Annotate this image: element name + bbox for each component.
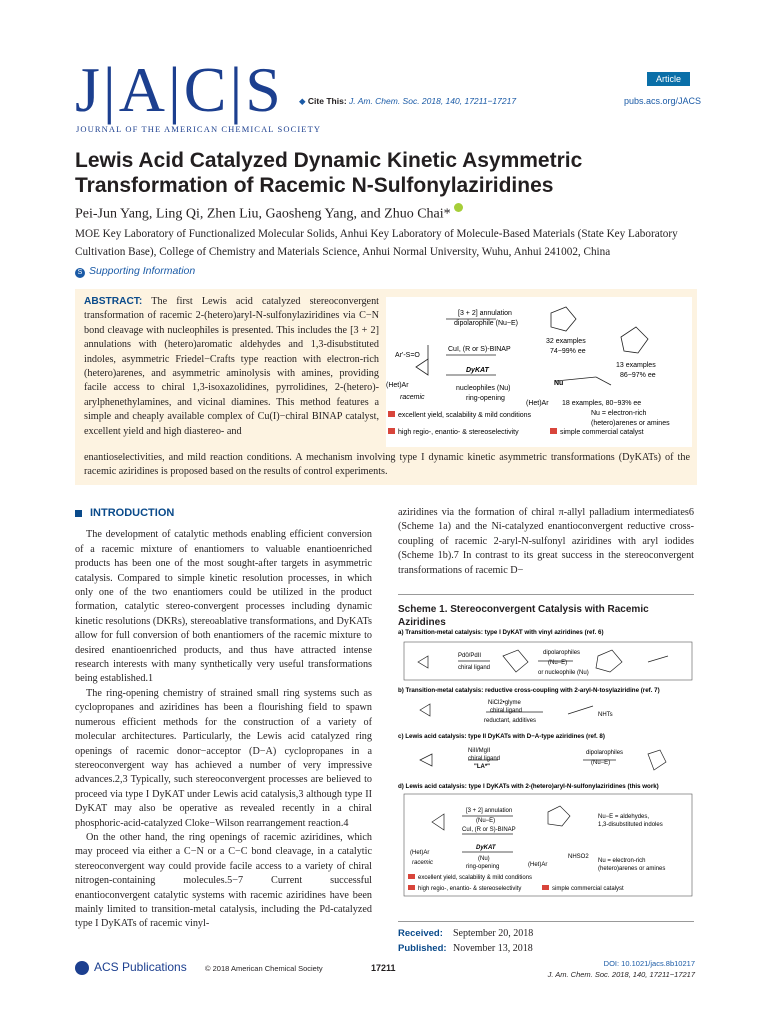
publisher-name: ACS Publications: [94, 960, 187, 974]
scheme-d-bullet-3: simple commercial catalyst: [552, 886, 624, 892]
authors-text: Pei-Jun Yang, Ling Qi, Zhen Liu, Gaosheng Yang, and Zhuo Chai*: [75, 206, 451, 222]
abstract-text: [84, 295, 379, 439]
intro-heading-label: INTRODUCTION: [90, 507, 175, 519]
toc-dipolarophile: dipolarophile (Nu−E): [454, 320, 519, 327]
intro-paragraph-continued: aziridines via the formation of chiral π-allyl palladium intermediates6 (Scheme 1a) and the Ni-catalyzed enantioconvergent reductive cross-coupling of racemic 2-aryl-N-sulfonyl aziridines with aryl iodides (Scheme 1b).7 In contrast to its great success in the stereoconvergent transformations of racemic D−: [398, 507, 694, 576]
copyright: © 2018 American Chemical Society: [205, 964, 323, 973]
page-footer: [75, 958, 695, 982]
supporting-information-link[interactable]: [75, 265, 195, 278]
toc-examples-3: 18 examples, 80−93% ee: [562, 400, 642, 407]
published-line: [398, 941, 694, 956]
scheme-d-nue: (Nu−E): [476, 818, 496, 824]
scheme-d-cat: CuI, (R or S)-BINAP: [462, 827, 516, 833]
supporting-info-label[interactable]: Supporting Information: [89, 265, 196, 277]
scheme-c-cat: NiII/MgII: [468, 748, 491, 754]
toc-nu: Nu: [554, 380, 564, 387]
scheme-a-cat: Pd0/PdII: [458, 653, 482, 659]
article-type-badge: Article: [647, 72, 690, 86]
abstract-body-a: The first Lewis acid catalyzed stereoconvergent transformation of racemic 2-(hetero)aryl-N-sulfonylaziridines via C−N bond cleavage with nucleophiles is presented. This includes the [3 + 2] annulations with (hetero)aromatic aldehydes and 1,3-disubstituted indoles, asymmetric Friedel−Crafts type reaction with electron-rich (hetero)arenes, and asymmetric aminolysis with amines, providing facile access to chiral 1,3-isoxazolidines, pyrrolidines, 2-(hetero)-arylphenethylamines, and vicinal diamines. This method features a simple and cheaply available complex of Cu(I)−chiral BINAP catalyst, excellent yield and high diastereo- and: [84, 296, 379, 437]
article-dates: [398, 921, 694, 956]
cite-icon: ◆: [299, 96, 306, 106]
received-line: [398, 926, 694, 941]
scheme-part-a: a) Transition-metal catalysis: type I DyKAT with vinyl aziridines (ref. 6): [398, 629, 604, 636]
toc-ring-opening: ring-opening: [466, 395, 505, 402]
scheme-d-nu: (Nu): [478, 856, 490, 862]
scheme-part-c: c) Lewis acid catalysis: type II DyKATs with D−A-type aziridines (ref. 8): [398, 733, 605, 740]
received-label: Received:: [398, 928, 443, 939]
scheme-d-nu-def-2: (hetero)arenes or amines: [598, 866, 666, 872]
journal-subtitle: JOURNAL OF THE AMERICAN CHEMICAL SOCIETY: [76, 124, 322, 134]
intro-paragraph-1: The development of catalytic methods enabling efficient conversion of a racemic mixture of enantiomers to valuable enantioenriched products has been one of the most sought-after targets in asymmetric catalysis. Compared to simple kinetic resolution processes, in which only one of the two enantiomers could be utilized in the product formation, catalytic stereo-convergent processes including dynamic kinetic resolutions (DKRs), stereoablative transformations, and DyKATs allow for full conversion of both enantiomers of the racemic mixture to desired enantioenriched products, and thus have attracted intense research interests with many synthetically very useful transformations being established.1: [75, 529, 372, 685]
scheme-d-bullet-1: excellent yield, scalability & mild conditions: [418, 875, 533, 881]
intro-column-1: [75, 506, 372, 932]
scheme-d-nu-def: Nu = electron-rich: [598, 858, 646, 864]
intro-heading: [75, 506, 372, 520]
published-label: Published:: [398, 943, 447, 954]
toc-dykat: DyKAT: [466, 367, 489, 374]
toc-examples-2: 13 examples: [616, 362, 656, 369]
toc-nu-note-2: (hetero)arenes or amines: [591, 420, 670, 427]
toc-racemic: racemic: [400, 394, 425, 401]
toc-hetar-2: (Het)Ar: [526, 400, 549, 407]
pyrrolidine-ring: [621, 327, 648, 353]
cite-reference[interactable]: J. Am. Chem. Soc. 2018, 140, 17211−17217: [349, 96, 517, 106]
footer-journal-ref: J. Am. Chem. Soc. 2018, 140, 17211−17217: [547, 970, 695, 979]
scheme-a-dipol: dipolarophiles: [543, 650, 581, 656]
aziridine-ring: [416, 359, 428, 375]
scheme-c-nue: (Nu−E): [591, 760, 611, 766]
scheme-c-lig: chiral ligand: [468, 756, 501, 762]
scheme-d-nue-def: Nu−E = aldehydes,: [598, 814, 650, 820]
toc-catalyst: CuI, (R or S)-BINAP: [448, 346, 511, 353]
scheme-a-or: or nucleophile (Nu): [538, 670, 589, 676]
scheme-d-hetar: (Het)Ar: [410, 850, 430, 856]
journal-logo: J|A|C|S: [75, 54, 284, 125]
author-list: [75, 203, 463, 223]
supporting-info-icon: S: [75, 268, 85, 278]
abstract-label: ABSTRACT:: [84, 296, 143, 307]
orcid-icon[interactable]: [454, 203, 463, 212]
page-number: 17211: [371, 963, 396, 973]
scheme-title: Scheme 1. Stereoconvergent Catalysis with Racemic Aziridines: [398, 594, 694, 629]
toc-ee-1: 74−99% ee: [550, 348, 586, 355]
toc-examples-1: 32 examples: [546, 338, 586, 345]
scheme-d-bullet-2: high regio-, enantio- & stereoselectivity: [418, 886, 522, 892]
toc-bullet-2: high regio-, enantio- & stereoselectivity: [398, 429, 519, 436]
toc-bullet-3: simple commercial catalyst: [560, 429, 644, 436]
toc-nu-note-1: Nu = electron-rich: [591, 410, 647, 417]
received-date: September 20, 2018: [453, 928, 534, 939]
toc-ee-2: 86−97% ee: [620, 372, 656, 379]
abstract-text-continued: enantioselectivities, and mild reaction conditions. A mechanism involving type I dynamic kinetic asymmetric transformations (DyKATs) of the racemic aziridines is proposed based on the results of control experiments.: [84, 452, 690, 478]
scheme-c-la: "LA*": [474, 764, 491, 770]
intro-paragraph-2: The ring-opening chemistry of strained small ring systems such as cyclopropanes and aziridines has been a flourishing field to spawn numerous efficient methods for the construction of a variety of molecular architectures. Particularly, the Lewis acid catalyzed ring openings of racemic donor−acceptor (D−A) cyclopropanes in a stereoconvergent way has achieved a number of very impressive advances.2,3 Typically, such stereoconvergent processes are believed to proceed via type I DyKAT under Lewis acid catalysis,3 although type II DyKAT may also be operative as revealed recently in a chiral phosphoric-acid-catalyzed Cloke−Wilson rearrangement reaction.4: [75, 687, 372, 829]
toc-hetar: (Het)Ar: [386, 382, 409, 389]
scheme-a-lig: chiral ligand: [458, 665, 491, 671]
scheme-d-racemic: racemic: [412, 860, 434, 866]
affiliation: MOE Key Laboratory of Functionalized Molecular Solids, Anhui Key Laboratory of Molecule-Based Materials (State Key Laboratory Cultivation Base), College of Chemistry and Materials Science, Anhui Normal University, Wuhu, Anhui 241002, China: [75, 228, 678, 258]
scheme-d-nhso2: NHSO2: [568, 854, 589, 860]
toc-bullet-1: excellent yield, scalability & mild conditions: [398, 412, 532, 419]
doi-link[interactable]: DOI: 10.1021/jacs.8b10217: [603, 959, 695, 968]
publisher-logo[interactable]: [75, 960, 187, 975]
scheme-d-nue-def-2: 1,3-disubstituted indoles: [598, 822, 663, 828]
scheme-a-nue: (Nu−E): [548, 660, 568, 666]
published-date: November 13, 2018: [453, 943, 533, 954]
toc-graphic: [386, 297, 692, 447]
scheme-d-ringopen: ring-opening: [466, 864, 500, 870]
article-title: Lewis Acid Catalyzed Dynamic Kinetic Asymmetric Transformation of Racemic N-Sulfonylaziridines: [75, 149, 583, 198]
intro-paragraph-3: On the other hand, the ring openings of racemic aziridines, which may proceed via either a C−N or a C−C bond cleavage, in a catalytic stereoconvergent way could provide facile access to a variety of chiral nitrogen-containing molecules.5−7 Current successful enantioconvergent catalytic systems with racemic aziridines have been mainly limited to transition-metal catalysis, including the Pd-catalyzed type I DyKATs of racemic vinyl-: [75, 831, 372, 930]
toc-arso2: Ar'-S=O: [395, 352, 420, 359]
cite-line: [299, 96, 516, 107]
scheme-d-dykat: DyKAT: [476, 845, 496, 851]
isoxazolidine-ring: [551, 307, 576, 331]
scheme-c-dipol: dipolarophiles: [586, 750, 624, 756]
scheme-b-product: NHTs: [598, 712, 613, 718]
scheme-graphic: [398, 626, 694, 904]
scheme-d-annulation: [3 + 2] annulation: [466, 808, 513, 814]
section-marker: [75, 510, 82, 517]
scheme-part-b: b) Transition-metal catalysis: reductive cross-coupling with 2-aryl-N-tosylaziridine (ref. 7): [398, 687, 660, 694]
cite-label: Cite This:: [307, 96, 347, 106]
toc-annulation: [3 + 2] annulation: [458, 310, 512, 317]
acs-logo-icon: [75, 961, 89, 975]
journal-url[interactable]: pubs.acs.org/JACS: [624, 96, 702, 106]
scheme-b-red: reductant, additives: [484, 718, 537, 724]
scheme-b-cat: NiCl2•glyme: [488, 700, 521, 706]
scheme-part-d: d) Lewis acid catalysis: type I DyKATs with 2-(hetero)aryl-N-sulfonylaziridines (this work): [398, 783, 659, 790]
scheme-b-lig: chiral ligand: [490, 708, 523, 714]
toc-nucleophiles: nucleophiles (Nu): [456, 385, 511, 392]
doi-block: [548, 958, 695, 980]
scheme-d-product: (Het)Ar: [528, 862, 548, 868]
intro-column-2: [398, 506, 694, 578]
